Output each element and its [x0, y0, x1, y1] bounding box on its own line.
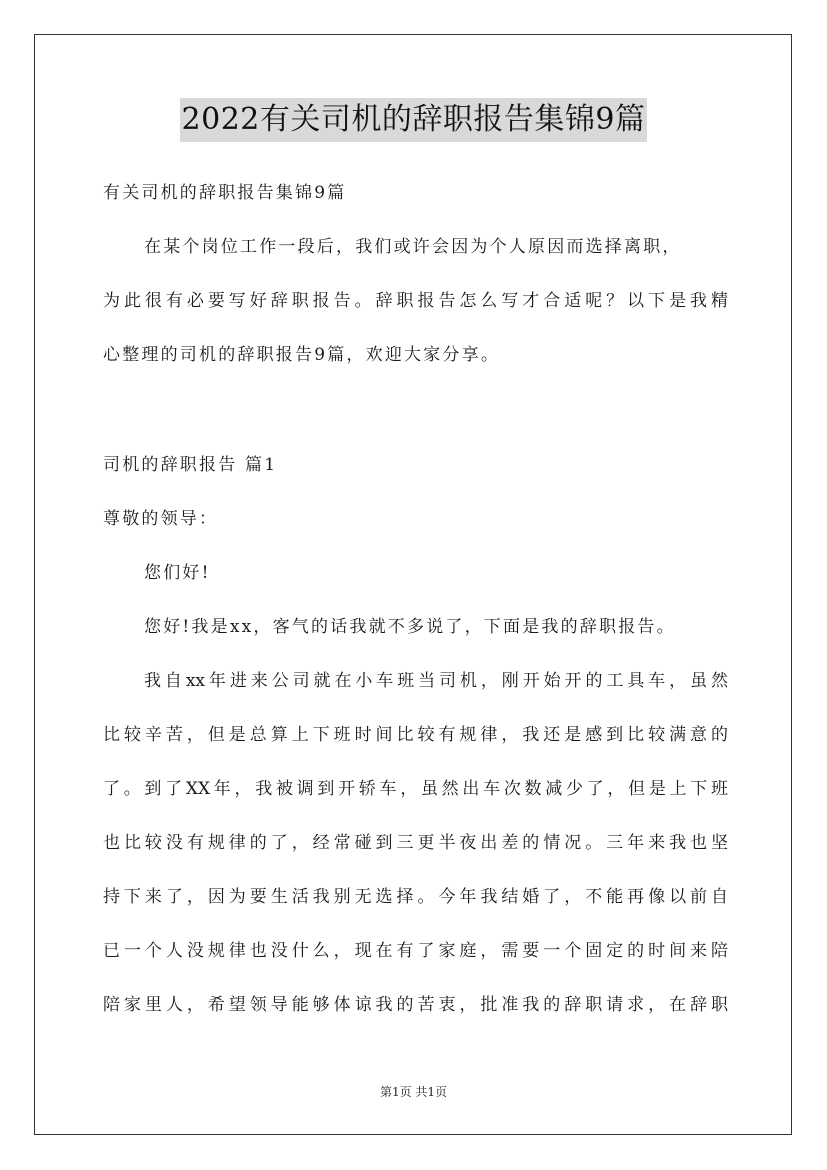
greeting: 您们好! — [144, 563, 211, 583]
intro-line: 在某个岗位工作一段后，我们或许会因为个人原因而选择离职， — [144, 237, 682, 257]
intro-line: 心整理的司机的辞职报告9篇，欢迎大家分享。 — [103, 345, 501, 365]
intro-line: 为此很有必要写好辞职报告。辞职报告怎么写才合适呢？以下是我精 — [103, 291, 728, 311]
salutation: 尊敬的领导： — [103, 509, 219, 529]
page-number: 第1页 共1页 — [379, 1085, 448, 1099]
body-line: 陪家里人，希望领导能够体谅我的苦衷，批准我的辞职请求，在辞职 — [103, 995, 728, 1015]
document-title: 2022有关司机的辞职报告集锦9篇 — [180, 98, 648, 142]
body-line: 我自xx年进来公司就在小车班当司机，刚开始开的工具车，虽然 — [144, 671, 728, 691]
body-line: 也比较没有规律的了，经常碰到三更半夜出差的情况。三年来我也坚 — [103, 833, 728, 853]
body-line: 持下来了，因为要生活我别无选择。今年我结婚了，不能再像以前自 — [103, 887, 728, 907]
body-line: 比较辛苦，但是总算上下班时间比较有规律，我还是感到比较满意的 — [103, 725, 728, 745]
document-subtitle: 有关司机的辞职报告集锦9篇 — [103, 183, 347, 203]
section-heading: 司机的辞职报告 篇1 — [103, 455, 278, 475]
body-line: 了。到了XX年，我被调到开轿车，虽然出车次数减少了，但是上下班 — [103, 779, 728, 799]
title-container — [0, 98, 827, 142]
opening-paragraph: 您好!我是xx，客气的话我就不多说了，下面是我的辞职报告。 — [144, 617, 676, 637]
body-line: 已一个人没规律也没什么，现在有了家庭，需要一个固定的时间来陪 — [103, 941, 728, 961]
